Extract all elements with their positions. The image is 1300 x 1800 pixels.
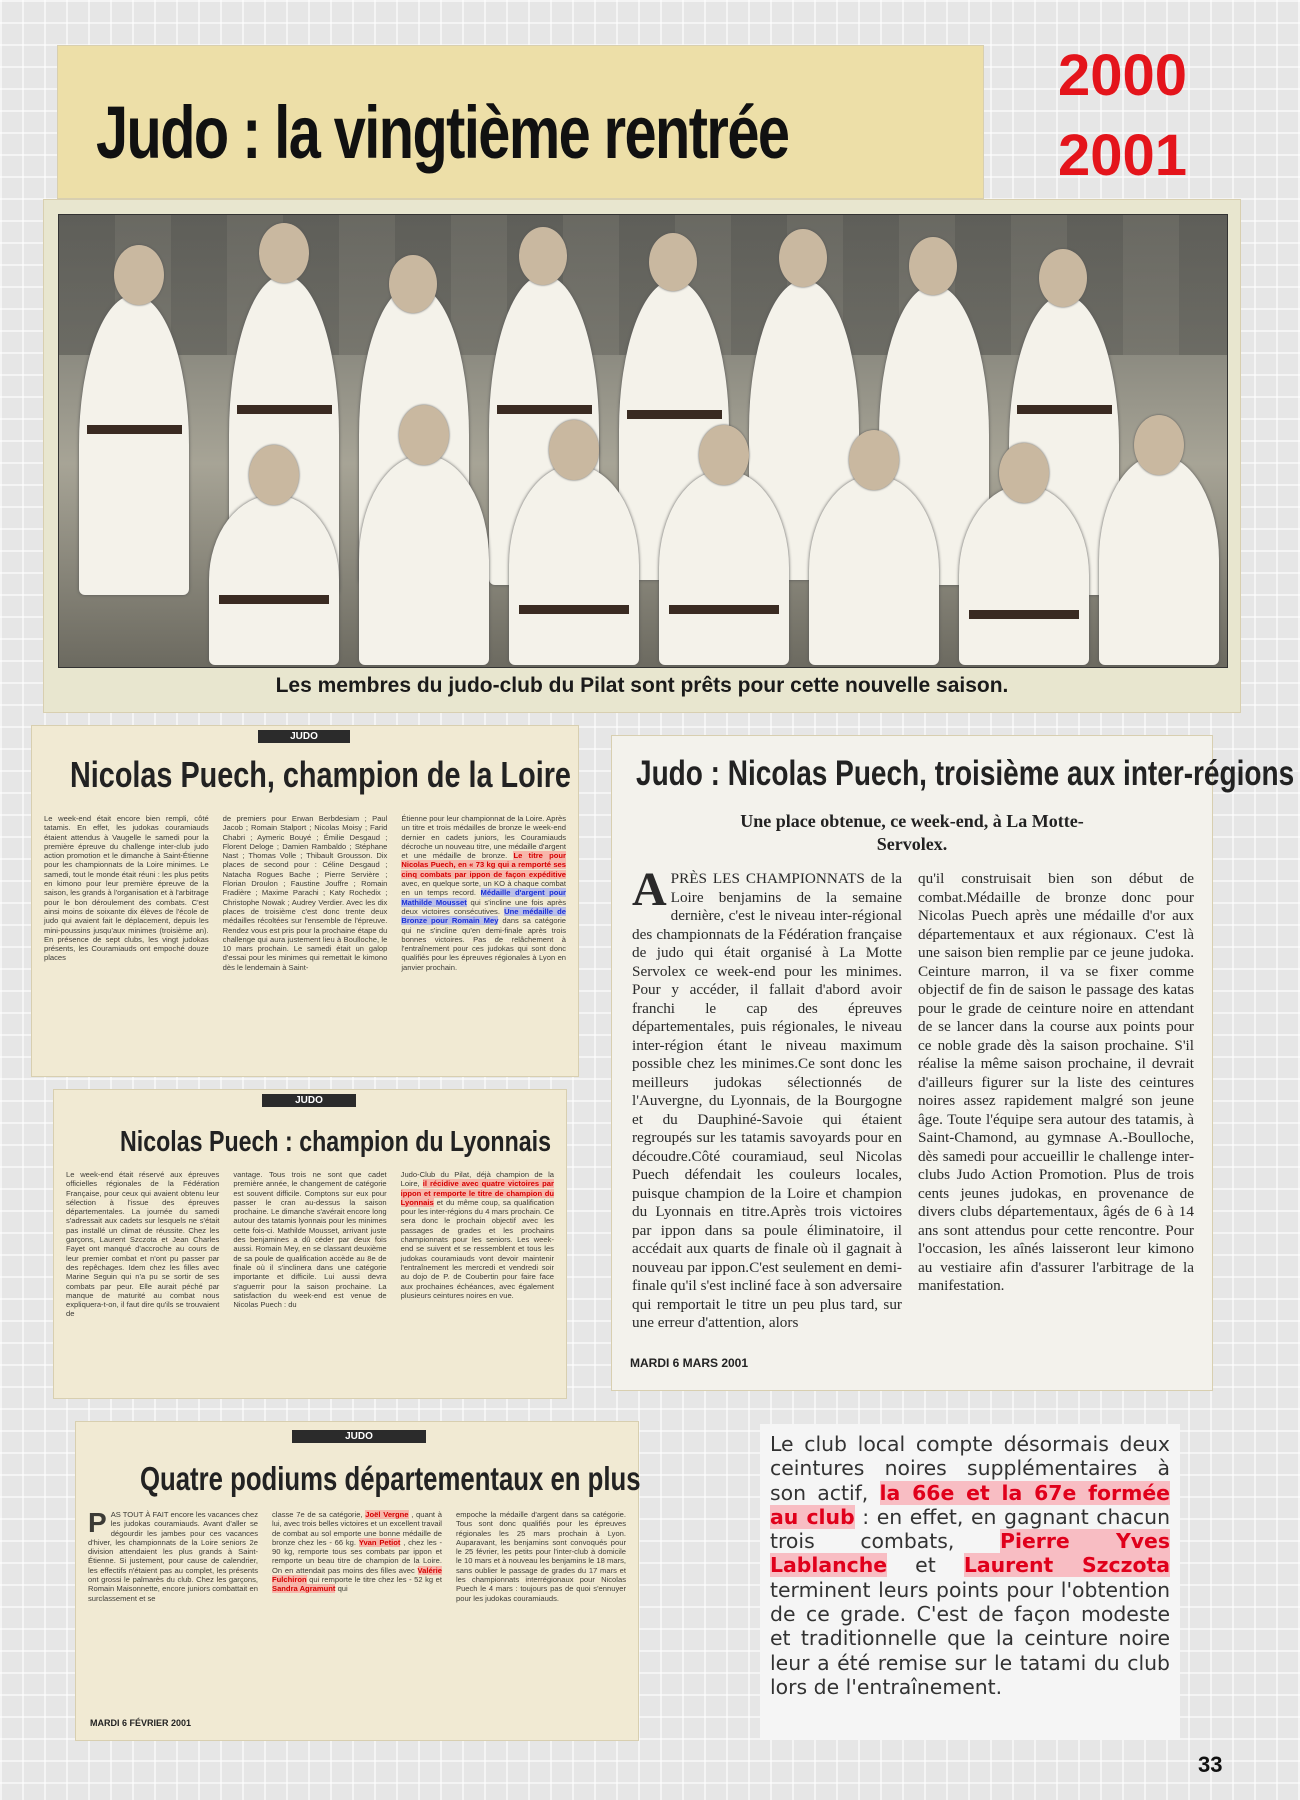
page-number: 33 [1198,1752,1223,1777]
judoka-head [549,420,599,480]
article-column: empoche la médaille d'argent dans sa catégorie. Tous sont donc qualifiés pour les épreuves régionales les 25 mars prochain à Lyon. Auparavant, les benjamins sont convoqués pour le 25 février, les petits pour l'inter-club à domicile le 10 mars et à nouveau les benjamins le 18 mars, sans oublier le passage de grades du 17 mars et les championnats interrégionaux pour Nicolas Puech le 4 mars : toujours pas de quoi s'ennuyer pour les judokas couramiauds. [456,1510,626,1603]
photo-caption: Les membres du judo-club du Pilat sont prêts pour cette nouvelle saison. [275,674,1009,697]
article-column [401,814,566,1072]
article-headline: Judo : Nicolas Puech, troisième aux inter-régions [636,754,1295,793]
article-date: MARDI 6 FÉVRIER 2001 [90,1718,192,1728]
judoka-belt [497,405,592,414]
judoka-figure [809,475,939,665]
photo-clipping [44,200,1240,712]
judoka-figure [359,455,489,665]
judoka-figure [79,295,189,595]
text-run: dans sa catégorie qui ne s'incline qu'en demi-finale après trois bonnes victoires. Pas de relâchement à l'entraînement pour ces judokas qui sont donc qualifiés pour les épreuves régionales à Lyon en janvier prochain. [401,916,567,972]
judoka-head [909,237,957,295]
highlight-red: Le titre pour Nicolas Puech, en « 73 kg qui a remporté ses cinq combats par ippon de façon expéditive [401,851,567,879]
highlight-red: il récidive avec quatre victoires par ippon et remporte le titre de champion du Lyonnais [400,1179,554,1207]
judoka-head [1039,249,1087,307]
judoka-figure [959,485,1089,665]
article-column: Le week-end était encore bien rempli, côté tatamis. En effet, les judokas couramiauds étaient attendus à Vaugelle le samedi pour la première épreuve du challenge inter-club judo action promotion et le dimanche à Saint-Étienne pour les championnats de la Loire minimes. Le samedi, tout le monde était réuni : les plus petits en kimono pour leur première épreuve de la saison, les grands à l'organisation et à l'arbitrage pour le bon déroulement des combats. C'est ainsi moins de soixante dix élèves de l'école de judo qui avaient fait le déplacement, depuis les mini-poussins jusqu'aux minimes (troisième an). En présence de sept clubs, les vingt judokas présents, les Couramiauds ont empoché douze places [44,814,209,963]
judoka-figure [1099,455,1219,665]
drop-cap: P [88,1507,107,1538]
text-run: classe 7e de sa catégorie, [272,1510,363,1519]
article-columns [66,1170,554,1392]
year-end: 2001 [1058,123,1188,188]
judoka-head [999,443,1049,503]
section-tag: JUDO [258,730,350,743]
judoka-belt [219,595,329,604]
article-column: de premiers pour Erwan Berbdesiam ; Paul Jacob ; Romain Stalport ; Nicolas Moisy ; Farid Chabri ; Aymeric Bouyé ; Émilie Desgaud ; Florent Deloge ; Damien Rambaldo ; Stéphane Nast ; Thomas Volle ; Thibault Grousson. Dix places de second pour : Céline Desgaud ; Natacha Rogues Bache ; Pierre Servière ; Florian Droulon ; Faustine Jouffre ; Romain Fradière ; Maxime Parachi ; Katy Rochedix ; Christophe Nowak ; Audrey Verdier. Avec les dix places de troisième c'est donc trente deux médailles récoltées sur l'ensemble de l'épreuve. Rendez vous est pris pour la prochaine étape du challenge qui aura justement lieu à Boulloche, le 10 mars prochain. Le samedi était un galop d'essai pour les minimes qui remettait le kimono dès le lendemain à Saint- [222,814,388,972]
text-run: qui [337,1584,348,1594]
text-run: : en effet, en gagnant chacun trois combats, [770,1504,1170,1554]
highlight-red: Laurent Szczota [963,1553,1170,1578]
highlight-red: Valérie Fulchiron [272,1565,442,1585]
text-run: , chez les - 90 kg, remporte tous ses combats par ippon et remporte un beau titre de champion de la Loire. On en attendait pas moins des filles avec [272,1537,442,1575]
article-column: qu'il construisait bien son début de combat.Médaille de bronze donc pour Nicolas Puech après une médaille d'or aux départementaux et aux régionaux. C'est là une saison bien remplie par ce jeune judoka. Ceinture marron, il va se fixer comme objectif de fin de saison le passage des katas pour le grade de ceinture noire en attendant de se lancer dans la course aux points pour ce noble grade dès la saison prochaine. S'il réalise la même saison prochaine, il devrait d'ailleurs figurer sur la liste des ceintures noires assez rapidement malgré son jeune âge. Toute l'équipe sera autour des tatamis, à Saint-Chamond, au gymnase A.-Boulloche, dès samedi pour accueillir le challenge inter-clubs Judo Action Promotion. Plus de trois cents jeunes judokas, en provenance de divers clubs départementaux, âgés de 6 à 14 ans sont attendus pour cette rencontre. Pour l'occasion, les aînés laisseront leur kimono au vestiaire afin d'assurer l'arbitrage de la manifestation. [918,870,1194,1294]
judoka-head [114,245,164,305]
text-run: et du même coup, sa qualification pour les inter-régions du 4 mars prochain. Ce sera donc le prochain objectif avec les passages de grades et les prochains championnats pour les seniors. Les week-end se suivent et se ressemblent et tous les judokas couramiauds vont devoir maintenir l'entraînement les mercredi et vendredi soir au dojo de P. de Coubertin pour faire face aux prochaines échéances, avec également plusieurs ceintures noires en vue. [400,1197,554,1300]
judoka-head [259,223,309,283]
text-run: qui remporte le titre chez les - 52 kg et [309,1575,442,1585]
article-columns [44,814,566,1072]
text-run: terminent leurs points pour l'obtention de ce grade. C'est de façon modeste et traditionnelle que la ceinture noire leur a été remise sur le tatami du club lors de l'entraînement. [770,1577,1170,1699]
article-column [401,1170,554,1392]
article-column: vantage. Tous trois ne sont que cadet première année, le changement de catégorie est souvent difficile. Comptons sur eux pour passer le cran au-dessus la saison prochaine. Le dimanche s'avérait encore long autour des tatamis lyonnais pour les minimes cette fois-ci. Mathilde Mousset, arrivant juste des benjamines a dû céder par deux fois aussi. Romain Mey, en se classant deuxième de sa poule de qualification accède au 8e de finale où il s'inclinera dans une catégorie importante et difficile. Lui aussi devra s'aguerrir pour la saison prochaine. La satisfaction du week-end est venue de Nicolas Puech : du [233,1170,387,1310]
text-run: , quant à lui, avec trois belles victoires et un excellent travail de combat au sol emporte une bonne médaille de bronze chez les - 66 kg. [272,1510,442,1547]
judoka-belt [969,610,1079,619]
article-headline: Nicolas Puech : champion du Lyonnais [120,1126,551,1158]
text-run: Étienne pour leur championnat de la Loire. Après un titre et trois médailles de bronze le week-end dernier en cadets juniors, les Couramiauds décroche un nouveau titre, une médaille d'argent et une médaille de bronze. [401,814,567,861]
judoka-belt [87,425,182,434]
article-column [632,863,902,1340]
text-run: PRÈS LES CHAMPIONNATS de la Loire benjamins de la semaine dernière, c'est le niveau inter-régional des championnats de la Fédération française de judo qui était organisé à La Motte Servolex ce week-end pour les minimes. Pour y accéder, il fallait d'abord avoir franchi le cap des épreuves départementales, puis régionales, le niveau inter-région étant le niveau maximum possible chez les minimes.Ce sont donc les meilleurs judokas sélectionnés de l'Auvergne, du Lyonnais, de la Bourgogne et du Dauphiné-Savoie qui étaient regroupés sur les tatamis savoyards pour en découdre.Côté couramiaud, seul Nicolas Puech défendait les couleurs locales, puisque champion de la Loire et champion du Lyonnais en titre.Après trois victoires par ippon dans sa poule éliminatoire, il accédait aux quarts de finale où il gagnait à nouveau par ippon.C'est seulement en demi-finale qu'il s'est incliné face à son adversaire qui remportait le titre un peu plus tard, sur une erreur d'attention, alors [632,870,902,1331]
highlight-blue: Une médaille de Bronze pour Romain Mey [401,906,567,926]
judoka-figure [659,470,789,665]
article-headline: Nicolas Puech, champion de la Loire [70,754,571,795]
section-tag: JUDO [292,1430,426,1443]
highlight-red: Pierre Yves Lablanche [770,1529,1170,1578]
article-inter-regions [612,736,1295,1390]
judoka-head [399,405,449,465]
judoka-head [779,229,827,287]
club-note [760,1424,1180,1740]
highlight-blue: Médaille d'argent pour Mathilde Mousset [401,888,566,907]
judoka-belt [627,410,722,419]
article-champion-loire [32,726,578,1076]
judoka-belt [669,605,779,614]
drop-cap: A [632,863,667,916]
judoka-head [1134,415,1184,475]
text-run: avec, en quelque sorte, un KO à chaque combat en un temps record. [401,879,567,898]
judoka-head [249,445,299,505]
judoka-head [649,233,697,291]
article-column: Le week-end était réservé aux épreuves officielles régionales de la Fédération Française, pour ceux qui avaient obtenu leur sélection à l'issue des épreuves départementales. La journée du samedi s'adressait aux cadets sur lesquels ne s'était pas installé un climat de réussite. Chez les garçons, Laurent Szczota et Jean Charles Fayet ont manqué d'accroche au cours de leur premier combat et n'ont pu passer par des repêchages. Idem chez les filles avec Marine Seguin qui n'a pu se sortir de ses combats par peur. Elle aurait péché par manque de maturité au combat nous expliquera-t-on, il faut dire qu'ils se trouvaient de [66,1170,220,1319]
judoka-head [699,425,749,485]
article-column [272,1510,442,1706]
highlight-red: Yvan Petiot [358,1537,401,1547]
main-headline: Judo : la vingtième rentrée [96,91,789,174]
article-quatre-podiums [76,1422,641,1740]
judoka-belt [1017,405,1112,414]
article-columns [88,1507,626,1706]
highlight-red: Joël Vergne [365,1510,409,1519]
article-date: MARDI 6 MARS 2001 [630,1356,749,1370]
section-tag: JUDO [262,1094,356,1107]
highlight-red: Sandra Agramunt [272,1584,336,1594]
article-subheadline: Une place obtenue, ce week-end, à La Motte-Servolex. [740,811,1084,854]
article-headline: Quatre podiums départementaux en plus [140,1460,641,1497]
judoka-head [849,430,899,490]
judoka-figure [509,465,639,665]
title-clipping [58,46,983,198]
text-run: et [915,1553,936,1578]
article-column [88,1507,258,1706]
text-run: AS TOUT À FAIT encore les vacances chez les judokas couramiauds. Avant d'aller se dégourdir les jambes pour ces vacances d'hiver, les championnats de la Loire seniors 2e division attendaient les plus grands à Saint-Étienne. Si justement, pour cause de calendrier, les effectifs n'étaient pas au complet, les présents ont grossi le palmarès du club. Chez les garçons, Romain Maisonnette, encore juniors combattait en surclassement et se [88,1510,258,1603]
team-photo [58,214,1228,668]
judoka-figure [209,495,339,665]
text-run: Le club local compte désormais deux ceintures noires supplémentaires à son actif, [770,1432,1170,1505]
text-run: qui s'incline une fois après deux victoires consécutives. [401,897,566,916]
article-champion-lyonnais [54,1090,566,1398]
year-start: 2000 [1058,43,1188,108]
judoka-head [519,227,567,285]
judoka-belt [237,405,332,414]
judoka-head [389,255,437,313]
text-run: Judo-Club du Pilat, déjà champion de la Loire, [400,1170,554,1189]
highlight-red: la 66e et la 67e formée au club [770,1480,1171,1529]
judoka-belt [519,605,629,614]
note-text [770,1432,1170,1699]
